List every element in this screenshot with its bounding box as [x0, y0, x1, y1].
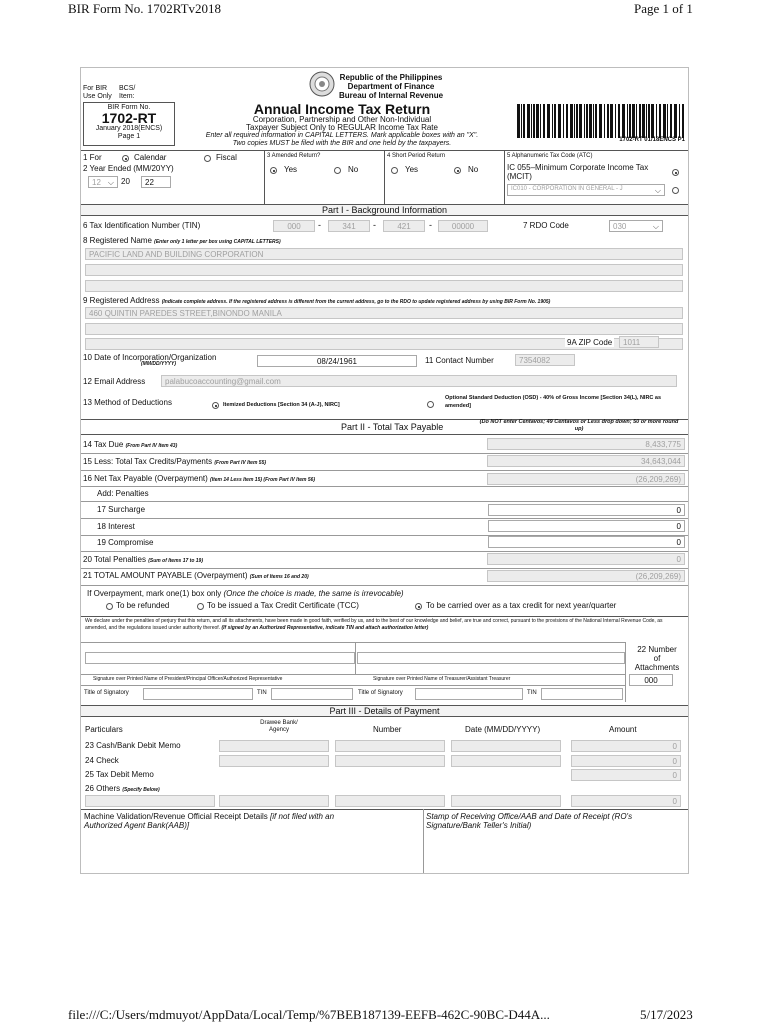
fiscal-label: Fiscal — [216, 153, 237, 162]
row26-specify[interactable] — [85, 795, 215, 807]
sig2-caption: Signature over Printed Name of Treasurer/Assistant Treasurer — [373, 676, 511, 682]
reg-addr-line1[interactable]: 460 QUINTIN PAREDES STREET,BINONDO MANILA — [85, 307, 683, 319]
osd-label: Optional Standard Deduction (OSD) - 40% of Gross Income [Section 34(L), NIRC as amended] — [445, 395, 662, 409]
short-no-label: No — [468, 165, 479, 174]
payment-row-23-label: 23 Cash/Bank Debit Memo — [85, 741, 181, 750]
amended-yes-radio[interactable] — [270, 167, 277, 174]
row24-amount[interactable]: 0 — [571, 755, 681, 767]
title-signatory-input-2[interactable] — [415, 688, 523, 700]
carry-over-radio[interactable] — [415, 603, 422, 610]
bir-form: For BIR Use Only BCS/ Item: Republic of the Philippines Department of Finance Bureau of Internal Revenue BIR Form No. 1702-RT January 2018(ENCS) Page 1 Annual Income Tax Return Corporation, Partnership and Other Non-Individual Taxpayer Subject Only to REGULAR Income Tax Rate Enter all required information in CAPITAL LETTERS. Mark applicable boxes with an "X". Two copies MUST be filed with the BIR and one held by the taxpayers. 1702-RT 01/18ENCS P1 1 For Calendar Fiscal 2 Year Ended (MM/20YY) 12 ⌵ 20 22 3 Amended Return? Yes No 4 Short Period Return Yes No 5 Alphanumeric Tax Code (ATC) IC 055–Minimum Corporate Income Tax (MCIT) IC010 - CORPORATION IN GENERAL - J ⌵ Part I - Background Information 6 Tax Identification Number (TIN) 000 - 341 - 421 - 00000 7 RDO Code 030 ⌵ 8 Registered Name (Enter only 1 letter per box using CAPITAL LETTERS) PACIFIC LAND AND BUILDING CORPORATION 9 Registered Address (Indicate complete address. If the registered address is different from the current address, go to the RDO to update registered address by using BIR Form No. 1905) 460 QUINTIN PAREDES STREET,BINONDO MANILA 9A ZIP Code 1011 10 Date of Incorporation/Organization (MM/DD/YYYY) 08/24/1961 11 Contact Number 7354082 12 Email Address palabucoaccounting@gmail.com 13 Method of Deductions Itemized Deductions [Section 34 (A-J), NIRC] Optional Standard Deduction (OSD) - 40% of Gross Income [Section 34(L), NIRC as amended] Part II - Total Tax Payable (Do NOT enter Centavos; 49 Centavos or Less drop down; 50 or more round up) 14 Tax Due (From Part IV Item 43) 8,433,775 15 Less: Total Tax Credits/Payments (From Part IV Item 55) 34,643,044 16 Net Tax Payable (Overpayment) (Item 14 Less Item 15) (From Part IV Item 56) (26,209,269) Add: Penalties 17 Surcharge 0 18 Interest 0 19 Compromise 0 20 Total Penalties (Sum of Items 17 to 19) 0 21 TOTAL AMOUNT PAYABLE (Overpayment) (Sum of Items 16 and 20) (26,209,269) If Overpayment, mark one(1) box only (Once the choice is made, the same is irrevocable) To be refunded To be issued a Tax Credit Certificate (TCC) To be carried over as a tax credit for next year/quarter We declare under the penalties of perjury that this return, and all its attachments, have been made in good faith, verified by us, and to the best of our knowledge and belief, are true and correct, pursuant to the provisions of the National Internal Revenue Code, as amended, and the regulations issued under authority thereof. (If signed by an Authorized Representative, indicate TIN and attach authorization letter) Signature over Printed Name of President/Principal Officer/Authorized Representative Signature over Printed Name of Treasurer/Assistant Treasurer Title of Signatory TIN Title of Signatory TIN 22 Number of Attachments 000 Part III - Details of Payment Particulars Drawee Bank/ Agency Number Date (MM/DD/YYYY) Amount 23 Cash/Bank Debit Memo 0 24 Check 0 25 Tax Debit Memo 0 26 Others (Specify Below) 0 Machine Validation/Revenue Official Receipt Details [if not filed with an Authorized Agent Bank(AAB)] Stamp of Receiving Office/AAB and Date of Receipt (RO's Signature/Bank Teller's Initial) — [80, 67, 689, 874]
form-title-block: Annual Income Tax Return Corporation, Partnership and Other Non-Individual Taxpayer Subject Only to REGULAR Income Tax Rate Enter all required information in CAPITAL LETTERS. Mark applicable boxes with an "X". Two copies MUST be filed with the BIR and one held by the taxpayers. — [177, 102, 507, 148]
row26-drawee[interactable] — [219, 795, 329, 807]
mcit-option: IC 055–Minimum Corporate Income Tax (MCIT) — [507, 163, 649, 181]
row26-amount[interactable]: 0 — [571, 795, 681, 807]
item20-label: 20 Total Penalties (Sum of Items 17 to 19) — [83, 555, 203, 564]
part1-header: Part I - Background Information — [81, 204, 688, 216]
tax-due-field[interactable]: 8,433,775 — [487, 438, 685, 450]
tin-signatory-input-1[interactable] — [271, 688, 353, 700]
tin-part4[interactable]: 00000 — [438, 220, 488, 232]
tcc-radio[interactable] — [197, 603, 204, 610]
title-signatory-input-1[interactable] — [143, 688, 253, 700]
itemized-label: Itemized Deductions [Section 34 (A-J), NIRC] — [223, 402, 340, 408]
print-footer-right: 5/17/2023 — [640, 1007, 693, 1022]
tax-credits-field[interactable]: 34,643,044 — [487, 455, 685, 467]
zip-input[interactable]: 1011 — [619, 336, 659, 348]
bir-use-fields: BCS/ Item: — [119, 85, 136, 100]
item16-label: 16 Net Tax Payable (Overpayment) (Item 14 Less Item 15) (From Part IV Item 56) — [83, 474, 316, 483]
bir-use-label: For BIR Use Only — [83, 85, 112, 100]
reg-name-line1[interactable]: PACIFIC LAND AND BUILDING CORPORATION — [85, 248, 683, 260]
item14-label: 14 Tax Due (From Part IV Item 43) — [83, 440, 178, 449]
overpayment-label: If Overpayment, mark one(1) box only (Once the choice is made, the same is irrevocable) — [87, 589, 404, 598]
item17-label: 17 Surcharge — [97, 505, 146, 514]
reg-name-line3[interactable] — [85, 280, 683, 292]
title-signatory-label-2: Title of Signatory — [358, 690, 403, 696]
atc-select[interactable]: IC010 - CORPORATION IN GENERAL - J ⌵ — [507, 184, 665, 196]
sig1-caption: Signature over Printed Name of President/Principal Officer/Authorized Representative — [93, 676, 283, 682]
interest-input[interactable]: 0 — [488, 520, 685, 532]
rdo-label: 7 RDO Code — [523, 221, 569, 230]
print-header-right: Page 1 of 1 — [634, 1, 693, 16]
amended-yes-label: Yes — [284, 165, 298, 174]
declaration-text: We declare under the penalties of perjury that this return, and all its attachments, have been made in good faith, verified by us, and to the best of our knowledge and belief, are true and correct, pursuant to the provisions of the National Internal Revenue Code, as amended, and the regulations issued under authority thereof. (If signed by an Authorized Representative, indicate TIN and attach authorization letter) — [85, 618, 663, 631]
title-signatory-label-1: Title of Signatory — [84, 690, 129, 696]
year-prefix: 20 — [121, 177, 130, 186]
item1-label: 1 For — [83, 153, 102, 162]
reg-name-label: 8 Registered Name (Enter only 1 letter per box using CAPITAL LETTERS) — [83, 236, 281, 245]
deductions-label: 13 Method of Deductions — [83, 398, 172, 407]
form-number-box: BIR Form No. 1702-RT January 2018(ENCS) Page 1 — [83, 102, 175, 146]
president-signature-field[interactable] — [85, 652, 355, 664]
mcit-radio[interactable] — [672, 169, 679, 176]
stamp-label: Stamp of Receiving Office/AAB and Date of Receipt (RO's Signature/Bank Teller's Initial) — [426, 812, 633, 830]
atc-radio[interactable] — [672, 187, 679, 194]
row24-drawee[interactable] — [219, 755, 329, 767]
carry-over-label: To be carried over as a tax credit for next year/quarter — [426, 601, 617, 610]
net-tax-field[interactable]: (26,209,269) — [487, 473, 685, 485]
item5-label: 5 Alphanumeric Tax Code (ATC) — [507, 153, 593, 159]
month-select[interactable]: 12 ⌵ — [88, 176, 118, 188]
payment-row-26-label: 26 Others (Specify Below) — [85, 784, 160, 793]
amended-no-radio[interactable] — [334, 167, 341, 174]
refund-radio[interactable] — [106, 603, 113, 610]
email-label: 12 Email Address — [83, 377, 146, 386]
row24-number[interactable] — [335, 755, 445, 767]
particulars-header: Particulars — [85, 725, 123, 734]
tin-part3[interactable]: 421 — [383, 220, 425, 232]
tin-signatory-label-2: TIN — [527, 690, 537, 696]
add-penalties-label: Add: Penalties — [97, 489, 149, 498]
payment-row-25-label: 25 Tax Debit Memo — [85, 770, 154, 779]
part2-note: (Do NOT enter Centavos; 49 Centavos or Less drop down; 50 or more round up) — [479, 419, 679, 432]
contact-label: 11 Contact Number — [425, 356, 494, 365]
part3-header: Part III - Details of Payment — [81, 705, 688, 717]
calendar-label: Calendar — [134, 153, 167, 162]
row23-amount[interactable]: 0 — [571, 740, 681, 752]
number-header: Number — [373, 725, 402, 734]
incorp-label: 10 Date of Incorporation/Organization (MM/DD/YYYY) — [83, 353, 217, 367]
year-input[interactable]: 22 — [141, 176, 171, 188]
compromise-input[interactable]: 0 — [488, 536, 685, 548]
amount-header: Amount — [609, 725, 637, 734]
barcode: 1702-RT 01/18ENCS P1 — [517, 104, 685, 144]
row26-number[interactable] — [335, 795, 445, 807]
form-title: Annual Income Tax Return — [253, 101, 431, 117]
row26-date[interactable] — [451, 795, 561, 807]
item21-label: 21 TOTAL AMOUNT PAYABLE (Overpayment) (Sum of Items 16 and 20) — [83, 571, 309, 580]
osd-radio[interactable] — [427, 401, 434, 408]
row23-date[interactable] — [451, 740, 561, 752]
tin-part2[interactable]: 341 — [328, 220, 370, 232]
treasurer-signature-field[interactable] — [357, 652, 625, 664]
tin-signatory-input-2[interactable] — [541, 688, 623, 700]
row23-number[interactable] — [335, 740, 445, 752]
calendar-radio[interactable] — [122, 155, 129, 162]
reg-addr-label: 9 Registered Address (Indicate complete address. If the registered address is different from the current address, go to the RDO to update registered address by using BIR Form No. 1905) — [83, 296, 551, 305]
attachments-input[interactable]: 000 — [629, 674, 673, 686]
surcharge-input[interactable]: 0 — [488, 504, 685, 516]
drawee-header: Drawee Bank/ Agency — [260, 720, 298, 733]
date-header: Date (MM/DD/YYYY) — [465, 725, 541, 734]
row25-amount[interactable]: 0 — [571, 769, 681, 781]
short-yes-label: Yes — [405, 165, 419, 174]
tcc-label: To be issued a Tax Credit Certificate (TCC) — [207, 601, 359, 610]
email-input[interactable]: palabucoaccounting@gmail.com — [161, 375, 677, 387]
row24-date[interactable] — [451, 755, 561, 767]
item15-label: 15 Less: Total Tax Credits/Payments (From Part IV Item 55) — [83, 457, 267, 466]
bir-seal-icon — [309, 71, 335, 97]
item4-label: 4 Short Period Return — [387, 153, 446, 159]
rdo-select[interactable]: 030 ⌵ — [609, 220, 663, 232]
agency-block: Republic of the Philippines Department of Finance Bureau of Internal Revenue — [339, 73, 444, 100]
short-yes-radio[interactable] — [391, 167, 398, 174]
itemized-radio[interactable] — [212, 402, 219, 409]
print-footer-left: file:///C:/Users/mdmuyot/AppData/Local/Temp/%7BEB187139-EEFB-462C-90BC-D44A... — [68, 1007, 550, 1022]
part2-header: Part II - Total Tax Payable — [341, 422, 444, 432]
contact-input[interactable]: 7354082 — [515, 354, 575, 366]
tin-part1[interactable]: 000 — [273, 220, 315, 232]
tin-label: 6 Tax Identification Number (TIN) — [83, 221, 201, 230]
item2-label: 2 Year Ended (MM/20YY) — [83, 164, 174, 173]
print-header-left: BIR Form No. 1702RTv2018 — [68, 1, 222, 16]
short-no-radio[interactable] — [454, 167, 461, 174]
total-penalties-field[interactable]: 0 — [487, 553, 685, 565]
machine-validation-label: Machine Validation/Revenue Official Receipt Details [if not filed with an Authorized Agent Bank(AAB)] — [84, 812, 335, 830]
refund-label: To be refunded — [116, 601, 170, 610]
item18-label: 18 Interest — [97, 522, 135, 531]
total-payable-field[interactable]: (26,209,269) — [487, 570, 685, 582]
row23-drawee[interactable] — [219, 740, 329, 752]
item19-label: 19 Compromise — [97, 538, 154, 547]
zip-label: 9A ZIP Code — [567, 338, 613, 347]
attachments-label: 22 Number of Attachments — [634, 645, 680, 672]
payment-row-24-label: 24 Check — [85, 756, 119, 765]
reg-name-line2[interactable] — [85, 264, 683, 276]
tin-signatory-label-1: TIN — [257, 690, 267, 696]
item3-label: 3 Amended Return? — [267, 153, 321, 159]
incorp-date-input[interactable]: 08/24/1961 — [257, 355, 417, 367]
fiscal-radio[interactable] — [204, 155, 211, 162]
reg-addr-line2[interactable] — [85, 323, 683, 335]
amended-no-label: No — [348, 165, 359, 174]
